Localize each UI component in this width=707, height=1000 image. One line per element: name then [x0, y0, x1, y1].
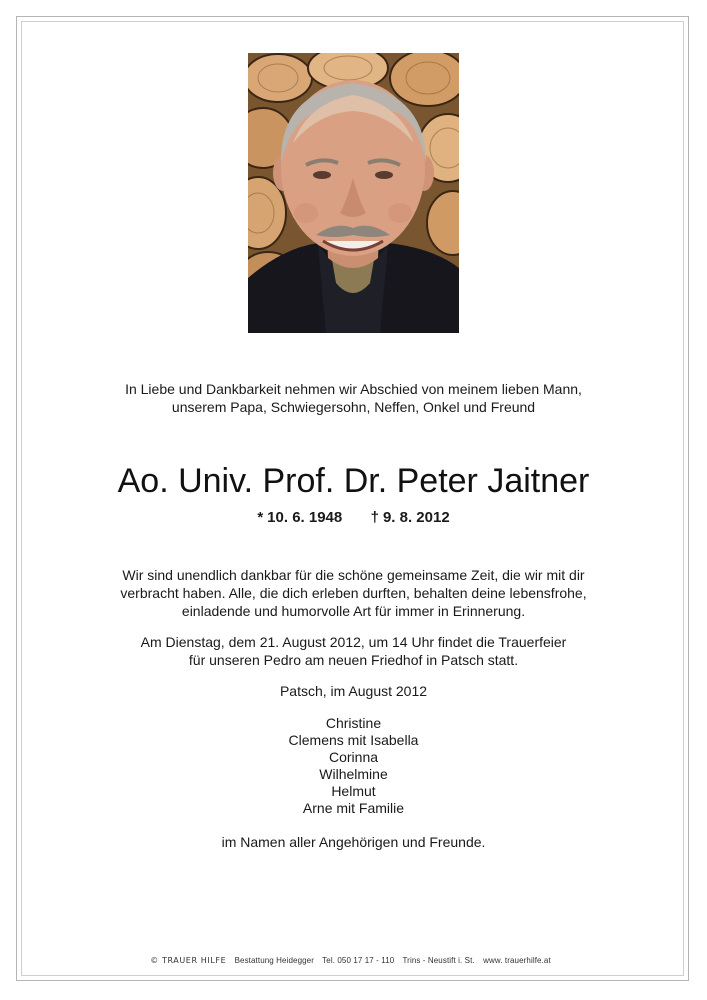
birth-date: 10. 6. 1948 [267, 509, 343, 526]
footer-phone: Tel. 050 17 17 - 110 [322, 956, 395, 965]
death-cross-symbol: † [370, 509, 379, 526]
deceased-name: Ao. Univ. Prof. Dr. Peter Jaitner [117, 462, 590, 500]
gratitude-line-1: Wir sind unendlich dankbar für die schöne gemeinsame Zeit, die wir mit dir [122, 567, 585, 583]
family-member: Helmut [331, 783, 376, 799]
family-member: Wilhelmine [319, 766, 388, 782]
family-member: Christine [325, 715, 382, 731]
footer-undertaker: Bestattung Heidegger [234, 956, 314, 965]
ceremony-line-2: für unseren Pedro am neuen Friedhof in Patsch statt. [188, 652, 519, 668]
footer-address: Trins - Neustift i. St. [402, 956, 475, 965]
footer-brand: © TRAUER HILFE [150, 956, 227, 965]
family-member: Clemens mit Isabella [288, 732, 419, 748]
gratitude-line-2: verbracht haben. Alle, die dich erleben durften, behalten deine lebensfrohe, [120, 585, 587, 601]
gratitude-line-3: einladende und humorvolle Art für immer in Erinnerung. [181, 603, 526, 619]
birth-symbol: * [257, 509, 264, 526]
portrait-photo [248, 53, 459, 333]
life-dates [30, 508, 677, 528]
footer-website[interactable]: www. trauerhilfe.at [483, 956, 551, 965]
portrait-illustration [248, 53, 459, 333]
death-date: 9. 8. 2012 [382, 509, 450, 526]
ceremony-line-1: Am Dienstag, dem 21. August 2012, um 14 Uhr findet die Trauerfeier [140, 634, 567, 650]
intro-line-1: In Liebe und Dankbarkeit nehmen wir Abschied von meinem lieben Mann, [125, 381, 582, 397]
gratitude-paragraph [30, 566, 677, 620]
place-date: Patsch, im August 2012 [279, 683, 428, 699]
family-list [30, 715, 677, 817]
closing-line: im Namen aller Angehörigen und Freunde. [221, 834, 486, 850]
family-member: Corinna [328, 749, 379, 765]
intro-text [30, 380, 677, 416]
family-member: Arne mit Familie [302, 800, 405, 816]
intro-line-2: unserem Papa, Schwiegersohn, Neffen, Onkel und Freund [171, 399, 536, 415]
footer [30, 955, 677, 967]
ceremony-paragraph [30, 633, 677, 669]
